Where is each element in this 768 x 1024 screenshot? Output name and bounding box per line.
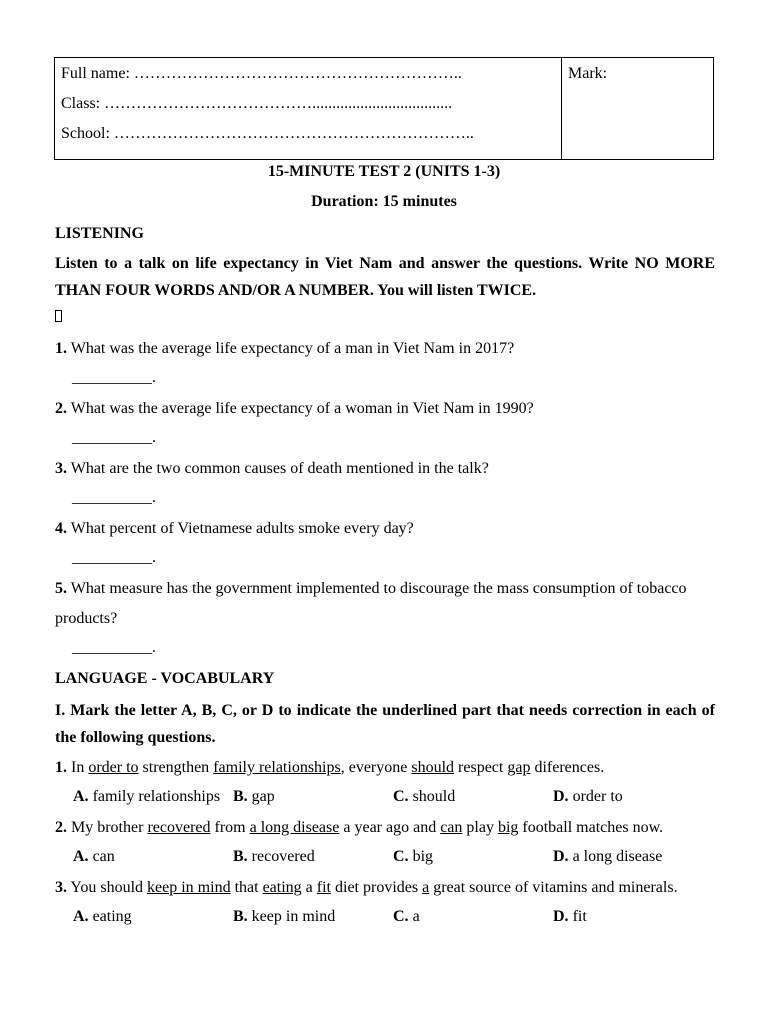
test-duration: Duration: 15 minutes — [311, 193, 457, 210]
test-title: 15-MINUTE TEST 2 (UNITS 1-3) — [267, 163, 501, 180]
option-letter: A. — [73, 788, 89, 805]
question-text: , everyone — [340, 759, 412, 776]
option-letter: B. — [233, 788, 248, 805]
question-text: that — [230, 879, 263, 896]
answer-blank-5[interactable]: __________. — [72, 639, 156, 656]
question-text: respect — [454, 759, 508, 776]
vocab-question-2 — [55, 818, 715, 838]
underlined-part: big — [497, 819, 519, 836]
option-c[interactable] — [393, 848, 433, 866]
option-text: order to — [568, 788, 623, 805]
question-text: great source of vitamins and minerals. — [429, 879, 678, 896]
question-text: strengthen — [138, 759, 214, 776]
question-text: What measure has the government implemented to discourage the mass consumption of tobacco — [67, 580, 687, 597]
question-number: 2. — [55, 819, 67, 836]
option-letter: A. — [73, 848, 89, 865]
question-number: 1. — [55, 340, 67, 357]
option-c[interactable] — [393, 908, 420, 926]
question-text: a year ago and — [339, 819, 441, 836]
question-number: 1. — [55, 759, 67, 776]
question-number: 2. — [55, 400, 67, 417]
question-text: a — [301, 879, 317, 896]
option-letter: A. — [73, 908, 89, 925]
underlined-part: should — [411, 759, 455, 776]
question-text: You should — [67, 879, 148, 896]
school-field[interactable]: School: ………………………………………………………….. — [61, 125, 474, 142]
option-text: recovered — [247, 848, 315, 865]
underlined-part: gap — [507, 759, 531, 776]
option-text: should — [408, 788, 456, 805]
answer-blank-1[interactable]: __________. — [72, 369, 156, 386]
option-letter: D. — [553, 908, 569, 925]
option-b[interactable] — [233, 848, 315, 866]
option-text: a — [408, 908, 420, 925]
listening-question-5-continued: products? — [55, 610, 118, 627]
question-number: 5. — [55, 580, 67, 597]
underlined-part: family relationships — [213, 759, 341, 776]
underlined-part: eating — [262, 879, 302, 896]
option-a[interactable] — [73, 848, 115, 866]
option-text: eating — [88, 908, 132, 925]
option-a[interactable] — [73, 788, 220, 806]
full-name-field[interactable]: Full name: …………………………………………………….. — [61, 65, 462, 82]
question-text: from — [210, 819, 250, 836]
option-d[interactable] — [553, 788, 623, 806]
option-letter: D. — [553, 848, 569, 865]
listening-instruction: Listen to a talk on life expectancy in Viet Nam and answer the questions. Write NO MORE THAN FOUR WORDS AND/OR A NUMBER. You will listen TWICE. — [55, 255, 715, 299]
question-text: My brother — [67, 819, 148, 836]
question-text: What are the two common causes of death mentioned in the talk? — [67, 460, 489, 477]
option-text: a long disease — [568, 848, 663, 865]
underlined-part: recovered — [147, 819, 211, 836]
answer-blank-3[interactable]: __________. — [72, 489, 156, 506]
question-text: play — [462, 819, 498, 836]
class-field[interactable]: Class: …………………………………................................... — [61, 95, 453, 112]
question-text: In — [67, 759, 89, 776]
question-text: What was the average life expectancy of a man in Viet Nam in 2017? — [67, 340, 515, 357]
option-c[interactable] — [393, 788, 455, 806]
option-d[interactable] — [553, 848, 662, 866]
listening-heading: LISTENING — [55, 225, 144, 242]
underlined-part: can — [440, 819, 463, 836]
option-text: big — [408, 848, 434, 865]
audio-icon[interactable] — [55, 310, 62, 322]
student-info-fields — [55, 58, 562, 159]
underlined-part: a long disease — [249, 819, 340, 836]
listening-question-3 — [55, 459, 715, 479]
mark-cell — [562, 58, 713, 159]
option-letter: C. — [393, 788, 409, 805]
underlined-part: fit — [316, 879, 331, 896]
option-a[interactable] — [73, 908, 132, 926]
question-text: football matches now. — [518, 819, 664, 836]
question-text: diferences. — [530, 759, 605, 776]
option-letter: C. — [393, 848, 409, 865]
question-number: 4. — [55, 520, 67, 537]
option-letter: D. — [553, 788, 569, 805]
option-letter: B. — [233, 848, 248, 865]
option-text: can — [88, 848, 115, 865]
vocab-question-3 — [55, 878, 715, 898]
option-text: family relationships — [88, 788, 221, 805]
question-number: 3. — [55, 460, 67, 477]
option-text: fit — [568, 908, 587, 925]
option-letter: C. — [393, 908, 409, 925]
underlined-part: keep in mind — [147, 879, 231, 896]
question-text: What percent of Vietnamese adults smoke every day? — [67, 520, 414, 537]
vocab-question-1 — [55, 758, 715, 778]
option-b[interactable] — [233, 788, 275, 806]
listening-question-2 — [55, 399, 715, 419]
question-text: What was the average life expectancy of a woman in Viet Nam in 1990? — [67, 400, 534, 417]
answer-blank-4[interactable]: __________. — [72, 549, 156, 566]
student-info-box — [54, 57, 714, 160]
answer-blank-2[interactable]: __________. — [72, 429, 156, 446]
question-text: diet provides — [331, 879, 423, 896]
underlined-part: a — [422, 879, 430, 896]
option-text: gap — [247, 788, 275, 805]
vocabulary-heading: LANGUAGE - VOCABULARY — [55, 670, 275, 687]
listening-question-5 — [55, 579, 715, 599]
listening-question-1 — [55, 339, 715, 359]
option-letter: B. — [233, 908, 248, 925]
underlined-part: order to — [88, 759, 139, 776]
option-text: keep in mind — [247, 908, 336, 925]
listening-question-4 — [55, 519, 715, 539]
option-d[interactable] — [553, 908, 587, 926]
mark-label: Mark: — [568, 65, 608, 82]
question-number: 3. — [55, 879, 67, 896]
vocabulary-instruction: I. Mark the letter A, B, C, or D to indicate the underlined part that needs correction in each of the following questions. — [55, 702, 715, 746]
option-b[interactable] — [233, 908, 335, 926]
